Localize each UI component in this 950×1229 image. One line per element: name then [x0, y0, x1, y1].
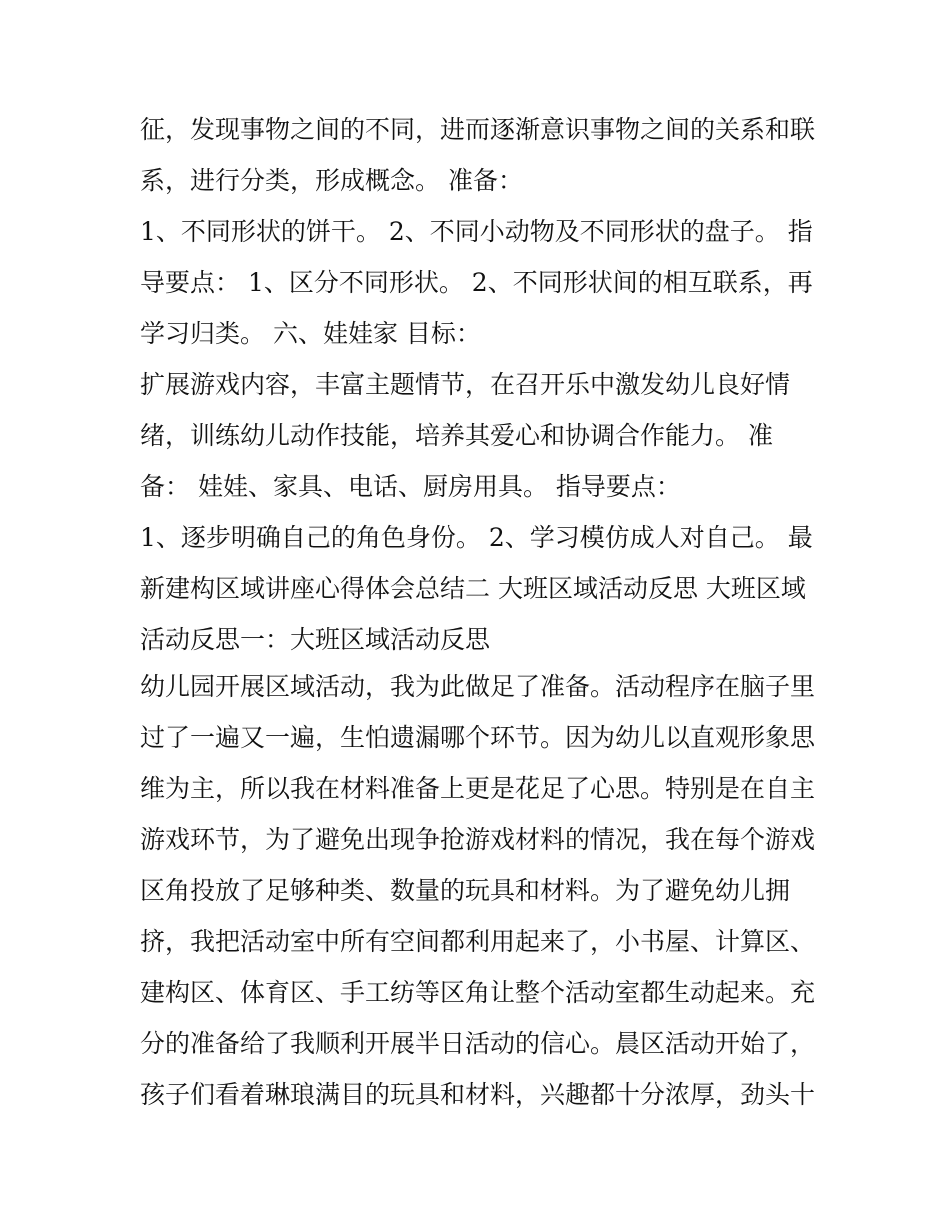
text-line: 挤，我把活动室中所有空间都利用起来了，小书屋、计算区、 [140, 927, 816, 956]
text-line: 1、逐步明确自己的角色身份。 2、学习模仿成人对自己。 最 [140, 523, 813, 552]
text-line: 备： 娃娃、家具、电话、厨房用具。 指导要点： [140, 472, 681, 501]
text-line: 区角投放了足够种类、数量的玩具和材料。为了避免幼儿拥 [140, 876, 791, 905]
text-line: 系，进行分类，形成概念。 准备： [140, 166, 523, 195]
body-text [140, 108, 820, 1124]
text-line: 导要点： 1、区分不同形状。 2、不同形状间的相互联系，再 [140, 268, 813, 297]
text-line: 新建构区域讲座心得体会总结二 大班区域活动反思 大班区域 [140, 574, 806, 603]
text-line: 绪，训练幼儿动作技能，培养其爱心和协调合作能力。 准 [140, 421, 773, 450]
text-line: 维为主，所以我在材料准备上更是花足了心思。特别是在自主 [140, 774, 816, 803]
text-line: 孩子们看着琳琅满目的玩具和材料，兴趣都十分浓厚，劲头十 [140, 1080, 816, 1109]
text-line: 学习归类。 六、娃娃家 目标： [140, 319, 481, 348]
text-line: 分的准备给了我顺利开展半日活动的信心。晨区活动开始了， [140, 1029, 816, 1058]
text-line: 幼儿园开展区域活动，我为此做足了准备。活动程序在脑子里 [140, 672, 816, 701]
text-line: 过了一遍又一遍，生怕遗漏哪个环节。因为幼儿以直观形象思 [140, 723, 816, 752]
text-line: 活动反思一：大班区域活动反思 [140, 625, 491, 654]
text-line: 1、不同形状的饼干。 2、不同小动物及不同形状的盘子。 指 [140, 217, 813, 246]
text-line: 征，发现事物之间的不同，进而逐渐意识事物之间的关系和联 [140, 115, 816, 144]
text-line: 游戏环节，为了避免出现争抢游戏材料的情况，我在每个游戏 [140, 825, 816, 854]
text-line: 建构区、体育区、手工纺等区角让整个活动室都生动起来。充 [140, 978, 816, 1007]
text-line: 扩展游戏内容，丰富主题情节，在召开乐中激发幼儿良好情 [140, 370, 791, 399]
